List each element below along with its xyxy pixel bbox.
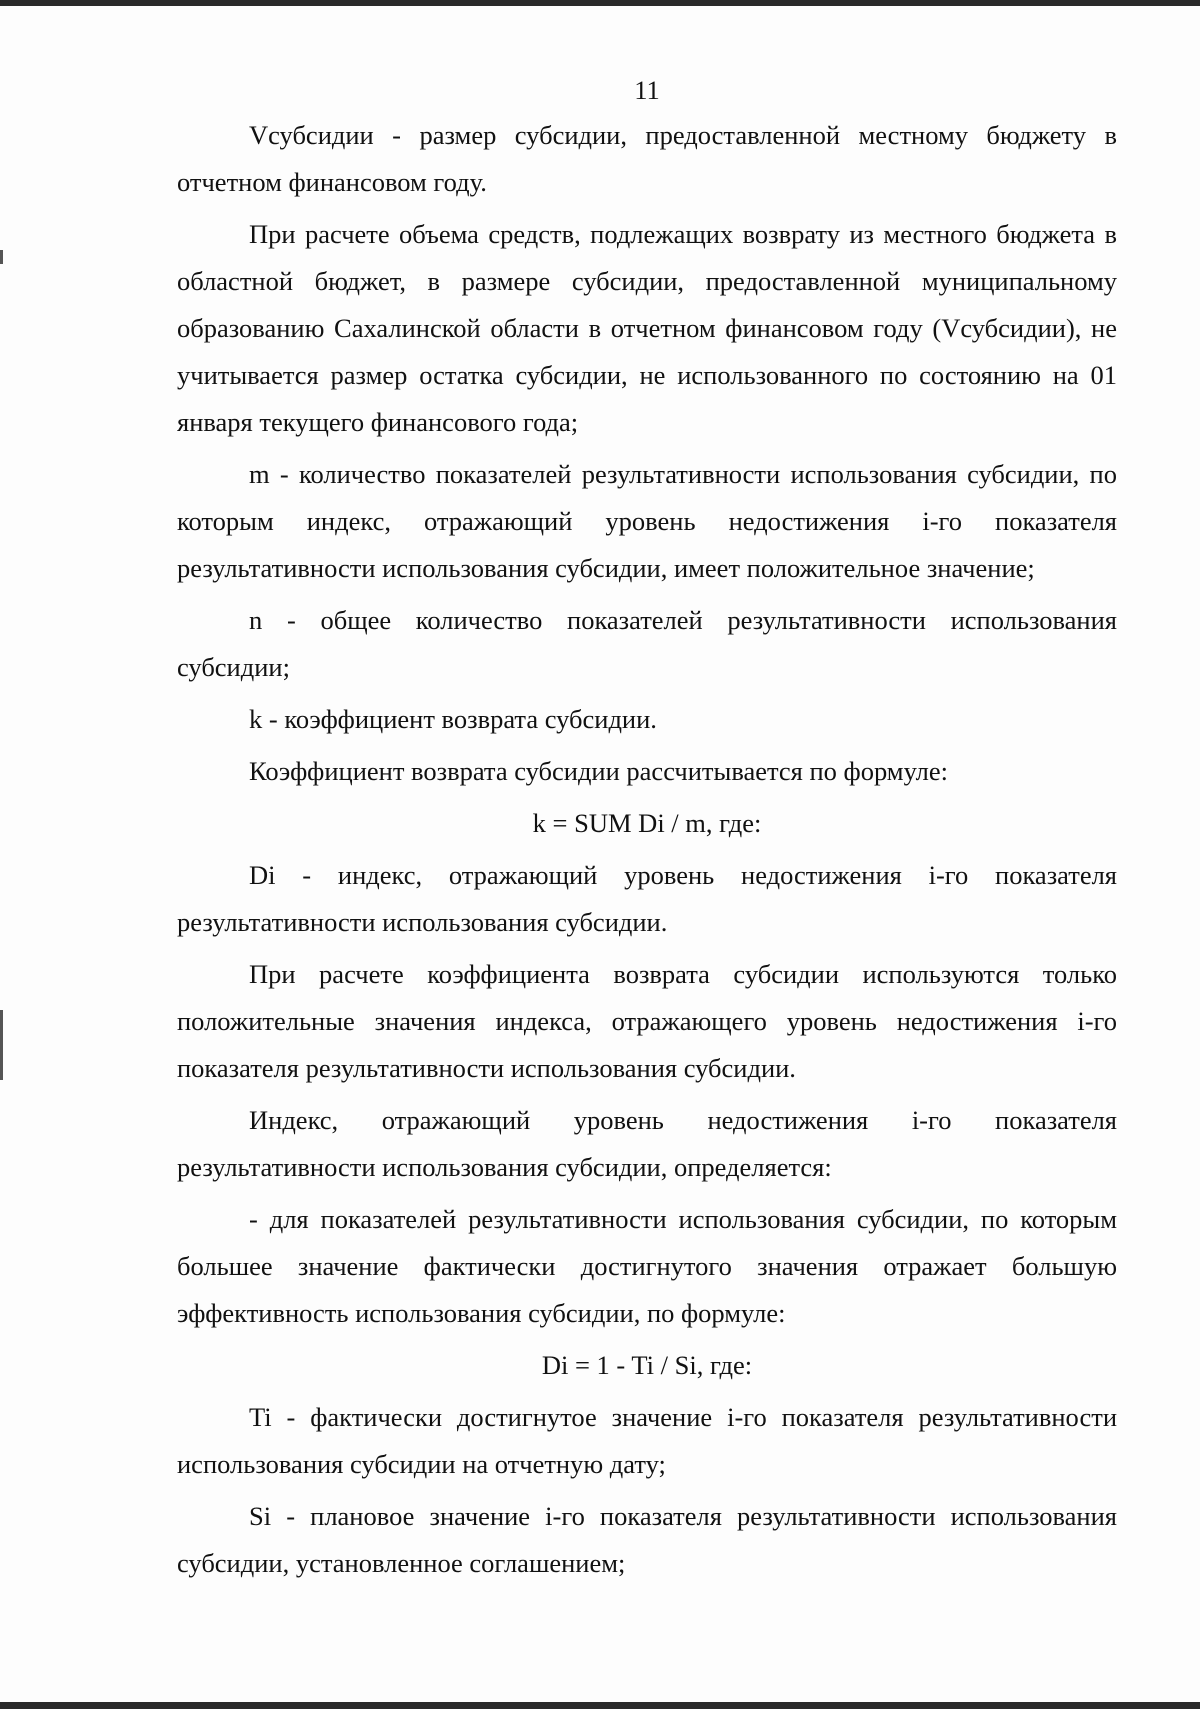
paragraph-return-volume: При расчете объема средств, подлежащих возврату из местного бюджета в областной бюджет, в размере субсидии, предоставленной муниципальному образованию Сахалинской области в отчетном финансовом году (Vсубсидии), не учитывается размер остатка субсидии, не использованного по состоянию на 01 января текущего финансового года;: [177, 219, 1117, 437]
paragraph-ti-definition: Ti - фактически достигнутое значение i-го показателя результативности использования субсидии на отчетную дату;: [177, 1402, 1117, 1479]
paragraph-di-definition: Di - индекс, отражающий уровень недостижения i-го показателя результативности использования субсидии.: [177, 860, 1117, 937]
scan-left-marks: [0, 0, 6, 1709]
formula-k: k = SUM Di / m, где:: [532, 808, 762, 838]
document-body: [177, 70, 1117, 1592]
paragraph-index-determined: Индекс, отражающий уровень недостижения i-го показателя результативности использования субсидии, определяется:: [177, 1105, 1117, 1182]
scan-bottom-edge: [0, 1702, 1200, 1709]
paragraph-si-definition: Si - плановое значение i-го показателя результативности использования субсидии, установленное соглашением;: [177, 1501, 1117, 1578]
scan-top-edge: [0, 0, 1200, 6]
paragraph-n-definition: n - общее количество показателей результативности использования субсидии;: [177, 605, 1117, 682]
paragraph-m-definition: m - количество показателей результативности использования субсидии, по которым индекс, отражающий уровень недостижения i-го показателя результативности использования субсидии, имеет положительное значение;: [177, 459, 1117, 583]
paragraph-v-subsidy: Vсубсидии - размер субсидии, предоставленной местному бюджету в отчетном финансовом году.: [177, 120, 1117, 197]
formula-di: Di = 1 - Ti / Si, где:: [541, 1350, 753, 1380]
paragraph-positive-values: При расчете коэффициента возврата субсидии используются только положительные значения индекса, отражающего уровень недостижения i-го показателя результативности использования субсидии.: [177, 959, 1117, 1083]
paragraph-k-definition: k - коэффициент возврата субсидии.: [249, 704, 657, 734]
page-number: 11: [634, 75, 660, 105]
paragraph-greater-value-case: - для показателей результативности использования субсидии, по которым большее значение фактически достигнутого значения отражает большую эффективность использования субсидии, по формуле:: [177, 1204, 1117, 1328]
paragraph-k-formula-intro: Коэффициент возврата субсидии рассчитывается по формуле:: [249, 756, 949, 786]
